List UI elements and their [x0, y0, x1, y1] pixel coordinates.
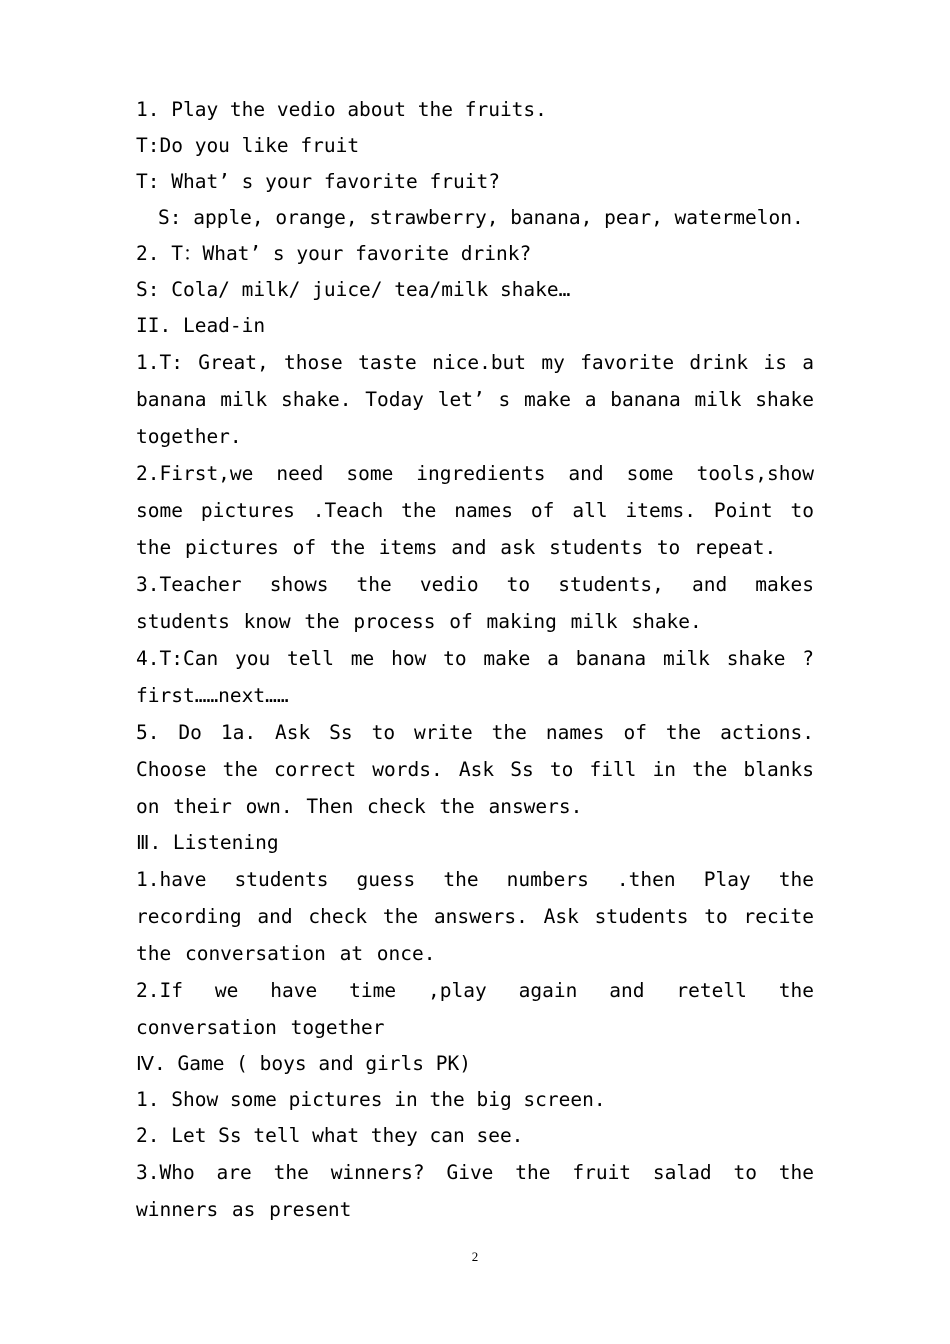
text-line: 2. Let Ss tell what they can see.: [136, 1124, 524, 1147]
text-line: T: What’ s your favorite fruit?: [136, 170, 500, 193]
paragraph: 3.Teacher shows the vedio to students, and makes students know the process of making milk shake.: [136, 573, 814, 633]
text-line: S: Cola/ milk/ juice/ tea/milk shake…: [136, 278, 571, 301]
page-number: 2: [471, 1249, 479, 1264]
paragraph: 1.have students guess the numbers .then Play the recording and check the answers. Ask students to recite the conversation at once.: [136, 868, 814, 965]
paragraph: 4.T:Can you tell me how to make a banana milk shake ? first……next……: [136, 647, 814, 707]
text-line: T:Do you like fruit: [136, 134, 360, 157]
text-line: 1. Show some pictures in the big screen.: [136, 1088, 606, 1111]
section-heading-game: Ⅳ. Game ( boys and girls PK): [136, 1052, 471, 1075]
paragraph: 5. Do 1a. Ask Ss to write the names of the actions. Choose the correct words. Ask Ss to fill in the blanks on their own. Then check the answers.: [136, 721, 814, 818]
paragraph: 1.T: Great, those taste nice.but my favorite drink is a banana milk shake. Today let’ s make a banana milk shake together.: [136, 351, 814, 448]
paragraph: 2.First,we need some ingredients and some tools,show some pictures .Teach the names of all items. Point to the pictures of the items and ask students to repeat.: [136, 462, 814, 559]
paragraph: 2.If we have time ,play again and retell the conversation together: [136, 979, 814, 1039]
text-line: 1. Play the vedio about the fruits.: [136, 98, 547, 121]
text-line: S: apple, orange, strawberry, banana, pear, watermelon.: [158, 206, 804, 229]
section-heading-lead-in: II. Lead-in: [136, 314, 266, 337]
document-body: [136, 92, 814, 1228]
section-heading-listening: Ⅲ. Listening: [136, 831, 279, 854]
paragraph: 3.Who are the winners? Give the fruit salad to the winners as present: [136, 1161, 814, 1221]
text-line: 2. T：What’ s your favorite drink?: [136, 242, 532, 265]
